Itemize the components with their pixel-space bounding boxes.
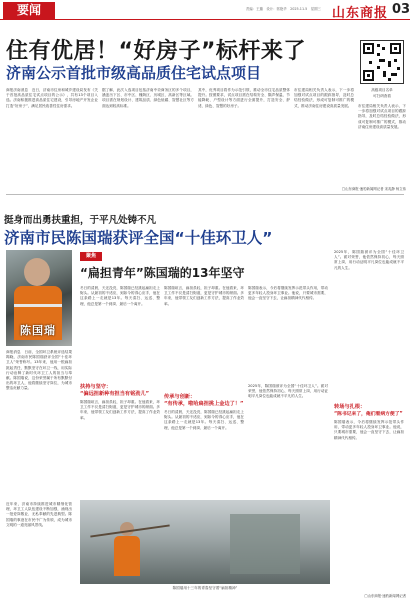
feature-left-body: 商报消息 日前，全国环卫系统评选结果揭晓，济南市民陈国瑞获评全国“十佳环卫人”荣誉称号。13年来，他用一根扁担挑起责任，默默坚守在环卫一线，用实际行动诠释了新时代环卫工人的担当与奉献。陈国瑞说，这份荣誉属于所有默默付出的环卫人，他将继续坚守岗位，为城市整洁贡献力量。 bbox=[6, 350, 72, 391]
face-shape bbox=[24, 258, 50, 286]
photo-caption: 陈国瑞用十三年的青春坚守着“扁担精神” bbox=[172, 586, 238, 590]
section-label: 要闻 bbox=[3, 2, 55, 19]
top-story-subtitle: 济南公示首批市级高品质住宅试点项目 bbox=[6, 64, 262, 82]
top-story-col-5: 市住建局相关负责人表示，下一步将加强对试点项目的跟踪指导，及时总结经验做法，形成可复制可推广的模式，推动济南住房建设高质量发展。 bbox=[358, 104, 406, 129]
feature-body-4: 陈国瑞坦言，扁担虽轻，担子却重。在他看来，环卫工作不仅是清扫街道，更是守护城市的颜面。多年来，他带领工友们创新工作方法，提高了作业效率。 bbox=[80, 400, 160, 420]
subhead-1b: “偏远担新种有担当有铭劲儿” bbox=[80, 391, 150, 397]
feature-kicker: 挺身而出勇扶重担，于平凡处铸不凡 bbox=[4, 215, 157, 226]
qr-code-icon bbox=[361, 41, 403, 83]
feature-right-body-2: 陈国瑞表示，今后将继续发挥示范带头作用，带动更多年轻人投身环卫事业。他说，只要城市需要，他会一直坚守下去，让扁担精神代代相传。 bbox=[334, 420, 404, 440]
feature-body-5: 冬日的清晨，天还没亮，陈国瑞已经挑起扁担走上街头。从最初的不适应，到如今的得心应手，他在这条路上一走就是13年。每天清扫、运送、整理，他总是第一个到岗、最后一个离开。 bbox=[164, 410, 244, 430]
feature-body-6: 2025年，陈国瑞被评为全国“十佳环卫人”。面对荣誉，他依然保持初心，每天照常上岗，用行动证明平凡岗位也能成就不平凡的人生。 bbox=[248, 384, 328, 399]
feature-mid-body-2: 陈国瑞坦言，扁担虽轻，担子却重。在他看来，环卫工作不仅是清扫街道，更是守护城市的颜面。多年来，他带领工友们创新工作方法，提高了作业效率。 bbox=[164, 286, 244, 306]
header-meta: 责编：王璐 设计：郭艳华 2025.11.5 星期三 bbox=[246, 7, 321, 11]
subhead-1: 扶持与坚守： bbox=[80, 384, 112, 390]
masthead-brand: 山东商报 bbox=[332, 6, 389, 21]
focus-tag: 聚焦 bbox=[80, 252, 102, 261]
section-divider bbox=[6, 194, 404, 195]
top-story-col-4: 市住建局相关负责人表示，下一步将加强对试点项目的跟踪指导，及时总结经验做法，形成可复制可推广的模式，推动济南住房建设高质量发展。 bbox=[294, 88, 354, 108]
top-story-col-1: 商报济南消息 近日，济南市住房和城乡建设局发布《关于首批高品质住宅试点项目的公示》，共有13个项目入选。济南积极推进高品质住宅建设，引导房地产开发企业打造“好房子”，满足居民改善性住房需求。 bbox=[6, 88, 98, 108]
qr-caption-2: 可扫码查看 bbox=[373, 94, 391, 98]
page-number: 03 bbox=[392, 2, 410, 17]
feature-footer: □山东商报·速豹新闻网记者 bbox=[364, 594, 406, 598]
subhead-2: 传承与创新： bbox=[164, 394, 196, 400]
feature-quote-title: “扁担青年”陈国瑞的13年坚守 bbox=[80, 266, 245, 280]
portrait-name: 陈国瑞 bbox=[20, 324, 56, 337]
top-story-col-3: 其中，优秀项目将作为示范引领，推动全市住宅品质整体提升。按照要求，试点项目需在结构安全、隔声保温、节能降耗、户型设计等方面进行全面提升，打造安全、舒适、绿色、智慧的好房子。 bbox=[198, 88, 290, 108]
feature-title: 济南市民陈国瑞获评全国“十佳环卫人” bbox=[4, 229, 273, 247]
background-building bbox=[230, 514, 300, 574]
street-photo bbox=[80, 500, 330, 584]
subhead-3b: “陈书记来了，俺们看病方便了” bbox=[334, 412, 403, 417]
qr-code[interactable] bbox=[360, 40, 404, 84]
feature-right-body: 2025年，陈国瑞被评为全国“十佳环卫人”。面对荣誉，他依然保持初心，每天照常上岗，用行动证明平凡岗位也能成就不平凡的人生。 bbox=[334, 250, 404, 270]
worker-vest-shape bbox=[114, 536, 140, 576]
qr-caption-1: 高级项目名单 bbox=[371, 88, 393, 92]
feature-mid-body-3: 陈国瑞表示，今后将继续发挥示范带头作用，带动更多年轻人投身环卫事业。他说，只要城市需要，他会一直坚守下去，让扁担精神代代相传。 bbox=[248, 286, 328, 301]
top-story-byline: □山东商报·速豹新闻网记者 宋兆静 杨立伟 bbox=[341, 187, 406, 191]
subhead-2b: “有传承，啦哈扁担挑上金边了！” bbox=[164, 401, 244, 407]
top-story-title: 住有优居！“好房子”标杆来了 bbox=[6, 39, 306, 64]
feature-mid-body: 冬日的清晨，天还没亮，陈国瑞已经挑起扁担走上街头。从最初的不适应，到如今的得心应手，他在这条路上一走就是13年。每天清扫、运送、整理，他总是第一个到岗、最后一个离开。 bbox=[80, 286, 160, 306]
top-story-col-2: 据了解，此次入选项目包括济南中央商务区的多个项目，涵盖历下区、市中区、槐荫区、历城区、高新区等区域。项目需在规划设计、建筑品质、绿色低碳、智慧社区等方面达到较高标准。 bbox=[102, 88, 194, 108]
subhead-3: 转场与扎根： bbox=[334, 404, 366, 410]
feature-left-body-2: 近年来，济南市持续推进城市精细化管理，环卫工人队伍建设不断加强，涌现出一批爱岗敬业、无私奉献的先进典型。陈国瑞的事迹在市民中广为传颂，成为城市文明的一道亮丽风景线。 bbox=[6, 502, 72, 527]
reflective-strip bbox=[14, 304, 62, 307]
